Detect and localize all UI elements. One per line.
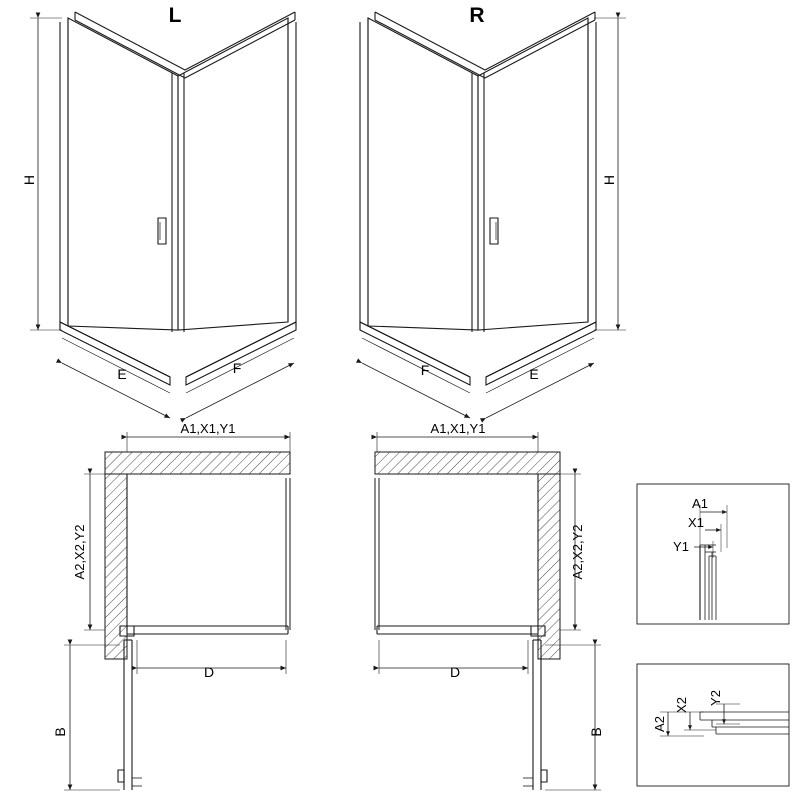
label-height-right: H [601, 174, 617, 186]
label-height-left: H [21, 174, 37, 186]
label-detail-a1: A1 [692, 496, 708, 511]
view-title-right: R [469, 4, 485, 27]
label-plan-depth-right: A2,X2,Y2 [570, 524, 585, 580]
label-plan-depth-left: A2,X2,Y2 [72, 524, 87, 580]
label-door-swing-left: B [52, 727, 68, 737]
left-hand-plan [64, 432, 290, 790]
label-detail-a2: A2 [652, 716, 667, 732]
label-door-width-right: D [449, 664, 461, 680]
label-detail-x2: X2 [674, 697, 689, 713]
label-side-e-left: E [117, 366, 127, 382]
label-door-swing-right: B [588, 727, 604, 737]
label-detail-x1: X1 [688, 515, 704, 530]
label-side-f-right: F [420, 362, 430, 378]
right-hand-perspective [360, 12, 626, 418]
label-door-width-left: D [203, 664, 215, 680]
label-plan-width-right: A1,X1,Y1 [430, 421, 486, 436]
label-detail-y1: Y1 [673, 539, 689, 554]
detail-top [637, 484, 789, 624]
left-hand-perspective [30, 12, 296, 418]
label-side-e-right: E [529, 366, 539, 382]
label-side-f-left: F [232, 360, 242, 376]
label-detail-y2: Y2 [708, 690, 723, 706]
view-title-left: L [168, 4, 182, 27]
right-hand-plan [375, 432, 601, 790]
label-plan-width-left: A1,X1,Y1 [180, 421, 236, 436]
